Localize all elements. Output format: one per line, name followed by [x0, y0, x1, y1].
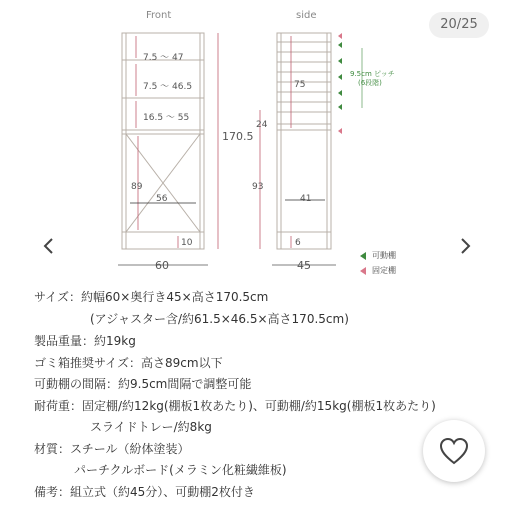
- side-inner-depth-dim: 41: [300, 194, 312, 204]
- front-bottom-dim: 10: [181, 238, 193, 248]
- movable-shelf-marker-icon: [360, 252, 366, 260]
- fixed-shelf-marker-icon: [360, 267, 366, 275]
- chevron-right-icon: [460, 237, 472, 255]
- side-lower-dim: 93: [252, 182, 264, 192]
- spec-size: サイズ：約幅60×奥行き45×高さ170.5cm: [34, 290, 269, 304]
- front-inner-height-dim: 89: [131, 182, 143, 192]
- next-image-button[interactable]: [456, 234, 476, 264]
- chevron-left-icon: [42, 237, 54, 255]
- front-inner-width-dim: 56: [156, 194, 168, 204]
- pitch-steps-label: (6段階): [358, 79, 382, 87]
- side-depth-dim: 45: [297, 259, 311, 272]
- spec-weight: 製品重量：約19kg: [34, 334, 136, 348]
- side-upper-dim: 75: [294, 80, 306, 90]
- front-shelf2-dim: 7.5 ～ 46.5: [143, 82, 193, 92]
- pitch-label: 9.5cm ピッチ: [350, 70, 395, 78]
- front-width-dim: 60: [155, 259, 169, 272]
- side-view-label: side: [296, 10, 317, 21]
- legend-fixed-label: 固定棚: [372, 266, 396, 275]
- spec-size-note: (アジャスター含/約61.5×46.5×高さ170.5cm): [90, 312, 349, 326]
- front-view-label: Front: [146, 10, 172, 21]
- legend-movable-label: 可動棚: [372, 251, 396, 260]
- spec-load: 耐荷重：固定棚/約12kg(棚板1枚あたり)、可動棚/約15kg(棚板1枚あたり): [34, 399, 436, 413]
- front-shelf1-dim: 7.5 ～ 47: [143, 53, 184, 63]
- spec-material-2: パーチクルボード(メラミン化粧繊維板): [74, 463, 287, 477]
- legend-movable: [360, 250, 396, 261]
- spec-material: 材質：スチール（紛体塗装）: [34, 442, 190, 456]
- legend-fixed: [360, 265, 396, 276]
- spec-trash-size: ゴミ箱推奨サイズ：高さ89cm以下: [34, 356, 223, 370]
- heart-icon: [439, 437, 469, 465]
- spec-load-tray: スライドトレー/約8kg: [90, 420, 212, 434]
- side-bottom-dim: 6: [295, 238, 301, 248]
- total-height-dim: 170.5: [222, 130, 254, 143]
- side-tray-dim: 24: [256, 120, 268, 130]
- spec-shelf-interval: 可動棚の間隔：約9.5cm間隔で調整可能: [34, 377, 252, 391]
- front-shelf3-dim: 16.5 ～ 55: [143, 113, 190, 123]
- image-counter: 20/25: [429, 12, 489, 38]
- spec-notes: 備考：組立式（約45分）、可動棚2枚付き: [34, 485, 255, 499]
- favorite-button[interactable]: [423, 420, 485, 482]
- prev-image-button[interactable]: [38, 234, 58, 264]
